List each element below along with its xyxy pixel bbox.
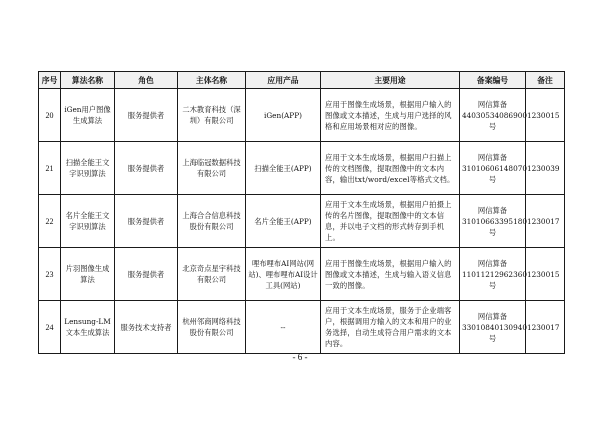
- cell-purpose: 应用于图像生成场景，根据用户输入的图像或文本描述，生成与输入语义信息一致的图像。: [321, 248, 460, 301]
- cell-algorithm: iGen用户图像生成算法: [61, 89, 115, 142]
- cell-algorithm: 扫描全能王文字识别算法: [61, 142, 115, 195]
- table-row: [39, 89, 565, 142]
- cell-algorithm: Lensung-LM文本生成算法: [61, 301, 115, 354]
- cell-no: 20: [39, 89, 61, 142]
- cell-entity: 上海临冠数据科技有限公司: [178, 142, 246, 195]
- table-row: [39, 248, 565, 301]
- cell-product: iGen(APP): [246, 89, 321, 142]
- header-no: 序号: [39, 72, 61, 89]
- cell-no: 23: [39, 248, 61, 301]
- cell-product: --: [246, 301, 321, 354]
- cell-algorithm: 片羽图像生成算法: [61, 248, 115, 301]
- algorithm-filing-table: [38, 71, 565, 354]
- table-header-row: [39, 72, 565, 89]
- header-purpose: 主要用途: [321, 72, 460, 89]
- cell-filing: 网信算备310106061480701230039号: [460, 142, 526, 195]
- cell-entity: 上海合合信息科技股份有限公司: [178, 195, 246, 248]
- cell-no: 21: [39, 142, 61, 195]
- cell-role: 服务技术支持者: [115, 301, 178, 354]
- cell-role: 服务提供者: [115, 248, 178, 301]
- cell-purpose: 应用于文本生成场景，根据用户拍摄上传的名片图像，提取图像中的文本信息，并以电子文档的形式转存到手机上。: [321, 195, 460, 248]
- table-row: [39, 142, 565, 195]
- cell-product: 哩布哩布AI网站(网站)、哩布哩布AI设计工具(网站): [246, 248, 321, 301]
- cell-purpose: 应用于图像生成场景，根据用户输入的图像或文本描述，生成与用户选择的风格和应用场景相对应的图像。: [321, 89, 460, 142]
- cell-filing: 网信算备330108401309401230017号: [460, 301, 526, 354]
- cell-entity: 北京奇点星宇科技有限公司: [178, 248, 246, 301]
- cell-filing: 网信算备440305340869001230015号: [460, 89, 526, 142]
- header-remark: 备注: [526, 72, 565, 89]
- cell-filing: 网信算备310106633951801230017号: [460, 195, 526, 248]
- header-filing: 备案编号: [460, 72, 526, 89]
- cell-product: 扫描全能王(APP): [246, 142, 321, 195]
- header-entity: 主体名称: [178, 72, 246, 89]
- cell-no: 24: [39, 301, 61, 354]
- cell-role: 服务提供者: [115, 89, 178, 142]
- cell-product: 名片全能王(APP): [246, 195, 321, 248]
- table-row: [39, 301, 565, 354]
- cell-purpose: 应用于文本生成场景，根据用户扫描上传的文档图像，提取图像中的文本内容，输出txt/word/excel等格式文档。: [321, 142, 460, 195]
- cell-role: 服务提供者: [115, 195, 178, 248]
- cell-algorithm: 名片全能王文字识别算法: [61, 195, 115, 248]
- header-algorithm: 算法名称: [61, 72, 115, 89]
- cell-purpose: 应用于文本生成场景，服务于企业端客户，根据调用方输入的文本和用户的业务选择，自动生成符合用户需求的文本内容。: [321, 301, 460, 354]
- header-product: 应用产品: [246, 72, 321, 89]
- cell-filing: 网信算备110112129623601230015号: [460, 248, 526, 301]
- page-number: - 6 -: [292, 352, 308, 362]
- cell-role: 服务提供者: [115, 142, 178, 195]
- cell-entity: 杭州邻商网络科技股份有限公司: [178, 301, 246, 354]
- table-row: [39, 195, 565, 248]
- cell-no: 22: [39, 195, 61, 248]
- cell-entity: 二木教育科技（深圳）有限公司: [178, 89, 246, 142]
- header-role: 角色: [115, 72, 178, 89]
